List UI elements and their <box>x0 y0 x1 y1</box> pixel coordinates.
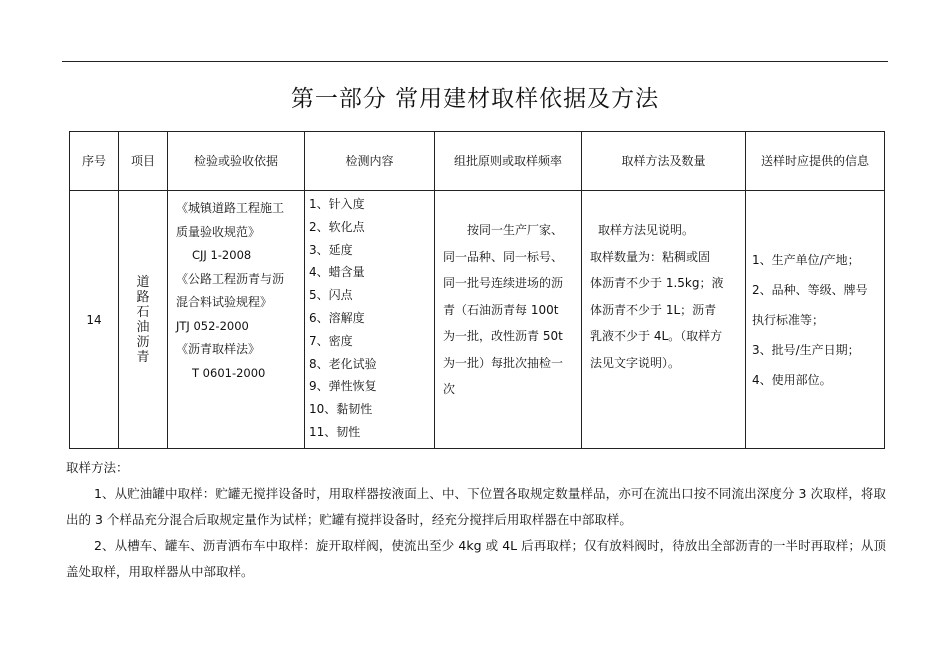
table-row <box>70 191 885 449</box>
frequency-line: 为一批，改性沥青 50t <box>443 329 563 343</box>
notes-paragraph-2: 2、从槽车、罐车、沥青洒布车中取样：旋开取样阀，使流出至少 4kg 或 4L 后再取样；仅有放料阀时，待放出全部沥青的一半时再取样；从顶盖处取样，用取样器从中部取样。 <box>66 538 886 579</box>
basis-code: T 0601-2000 <box>192 365 266 380</box>
frequency-line: 青（石油沥青每 100t <box>443 302 559 317</box>
method-line: 体沥青不少于 1.5kg；液 <box>590 276 724 290</box>
row-seq: 14 <box>70 191 119 449</box>
frequency-line: 同一批号连续进场的沥 <box>443 276 564 290</box>
header-method: 取样方法及数量 <box>582 132 746 191</box>
basis-code: CJJ 1-2008 <box>192 248 252 262</box>
frequency-line: 按同一生产厂家、 <box>467 223 564 237</box>
method-line: 取样方法见说明。 <box>598 223 695 237</box>
page-title: 第一部分 常用建材取样依据及方法 <box>290 86 660 112</box>
row-item-label: 道路石油沥青 <box>136 274 150 365</box>
frequency-line: 次 <box>443 382 456 396</box>
header-basis: 检验或验收依据 <box>168 132 305 191</box>
test-item: 1、针入度 <box>309 197 365 211</box>
test-item: 11、韧性 <box>309 424 361 439</box>
basis-line: 混合料试验规程》 <box>176 295 273 309</box>
header-info: 送样时应提供的信息 <box>746 132 885 191</box>
info-line: 4、使用部位。 <box>752 372 832 387</box>
row-info <box>746 191 885 449</box>
basis-line: 质量验收规范》 <box>176 224 261 239</box>
header-item: 项目 <box>119 132 168 191</box>
header-seq: 序号 <box>70 132 119 191</box>
info-line: 3、批号/生产日期； <box>752 342 860 357</box>
test-item: 6、溶解度 <box>309 310 365 325</box>
table-header-row <box>70 132 885 191</box>
method-line: 取样数量为：粘稠或固 <box>590 249 711 264</box>
row-basis <box>168 191 305 449</box>
row-tests <box>305 191 435 449</box>
row-item <box>119 191 168 449</box>
info-line: 2、品种、等级、牌号 <box>752 282 868 297</box>
sampling-table <box>69 131 885 449</box>
info-line: 1、生产单位/产地； <box>752 252 860 267</box>
test-item: 9、弹性恢复 <box>309 379 377 394</box>
frequency-line: 为一批）每批次抽检一 <box>443 355 564 370</box>
method-line: 乳液不少于 4L。（取样方 <box>590 329 723 343</box>
sampling-notes <box>66 455 886 585</box>
test-item: 5、闪点 <box>309 288 353 303</box>
test-item: 3、延度 <box>309 242 353 257</box>
test-item: 7、密度 <box>309 333 353 348</box>
method-line: 法见文字说明）。 <box>590 355 681 370</box>
basis-line: 《沥青取样法》 <box>176 342 261 356</box>
frequency-line: 同一品种、同一标号、 <box>443 249 564 264</box>
info-line: 执行标准等； <box>752 312 825 327</box>
header-frequency: 组批原则或取样频率 <box>435 132 582 191</box>
test-item: 10、黏韧性 <box>309 402 373 417</box>
row-method <box>582 191 746 449</box>
row-frequency <box>435 191 582 449</box>
method-line: 体沥青不少于 1L；沥青 <box>590 302 717 317</box>
header-tests: 检测内容 <box>305 132 435 191</box>
basis-line: 《城镇道路工程施工 <box>176 201 285 215</box>
basis-code: JTJ 052-2000 <box>176 318 249 333</box>
notes-heading: 取样方法： <box>66 460 129 475</box>
notes-paragraph-1: 1、从贮油罐中取样：贮罐无搅拌设备时，用取样器按液面上、中、下位置各取规定数量样品，亦可在流出口按不同流出深度分 3 次取样，将取出的 3 个样品充分混合后取规定量作为试样；贮罐有搅拌设备时，经充分搅拌后用取样器在中部取样。 <box>66 486 886 527</box>
basis-line: 《公路工程沥青与沥 <box>176 271 285 286</box>
test-item: 4、蜡含量 <box>309 265 365 280</box>
test-item: 2、软化点 <box>309 219 365 234</box>
header-rule <box>62 61 888 62</box>
test-item: 8、老化试验 <box>309 356 377 371</box>
